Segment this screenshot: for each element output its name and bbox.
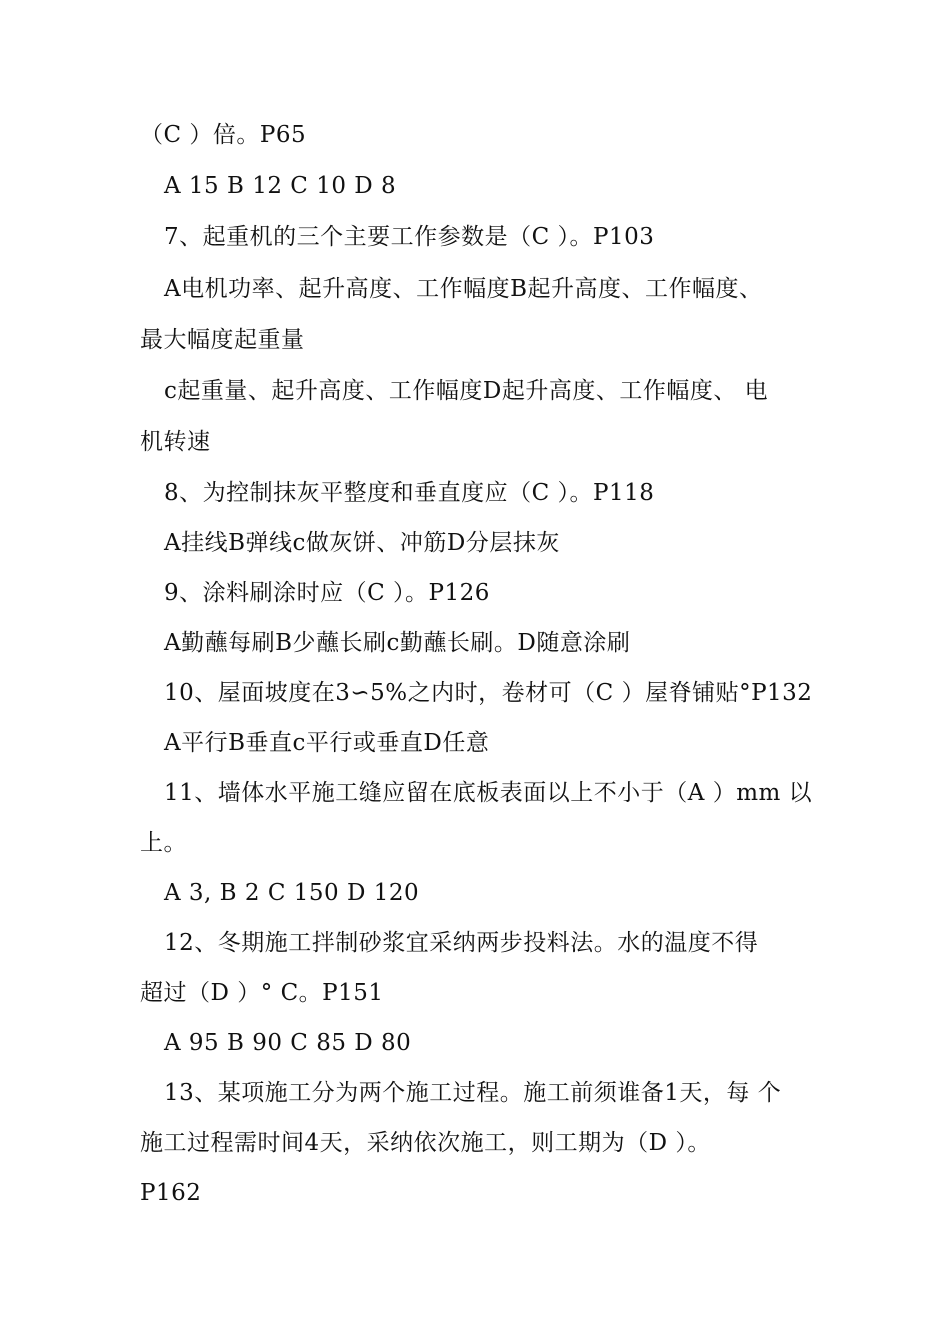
question-7-options-line-3: c起重量、起升高度、工作幅度D起升高度、工作幅度、 电 (164, 378, 769, 404)
question-12-options: A 95 B 90 C 85 D 80 (164, 1030, 412, 1056)
question-11-line-1: 11、墙体水平施工缝应留在底板表面以上不小于（A ）mm 以 (164, 780, 813, 806)
question-13-line-3: P162 (140, 1180, 202, 1206)
question-8-options: A挂线B弹线c做灰饼、冲筋D分层抹灰 (164, 530, 560, 556)
question-13-line-2: 施工过程需时间4天，采纳依次施工，则工期为（D ）。 (140, 1130, 711, 1156)
question-11-options: A 3, B 2 C 150 D 120 (164, 880, 420, 906)
question-7-options-line-2: 最大幅度起重量 (140, 327, 305, 353)
question-9: 9、涂料刷涂时应（C ）。P126 (164, 580, 490, 606)
text-line-1: （C ）倍。P65 (140, 122, 307, 148)
question-12-line-1: 12、冬期施工拌制砂浆宜采纳两步投料法。水的温度不得 (164, 930, 759, 956)
question-10-options: A平行B垂直c平行或垂直D任意 (164, 730, 490, 756)
question-13-line-1: 13、某项施工分为两个施工过程。施工前须谁备1天，每 个 (164, 1080, 782, 1106)
question-11-line-2: 上。 (140, 830, 187, 856)
question-9-options: A勤蘸每刷B少蘸长刷c勤蘸长刷。D随意涂刷 (164, 630, 631, 656)
question-7-options-line-1: A电机功率、起升高度、工作幅度B起升高度、工作幅度、 (164, 276, 763, 302)
question-7: 7、起重机的三个主要工作参数是（C ）。P103 (164, 224, 655, 250)
question-10: 10、屋面坡度在3∽5%之内时，卷材可（C ）屋脊铺贴°P132 (164, 680, 813, 706)
text-line-2: A 15 B 12 C 10 D 8 (164, 173, 397, 199)
question-7-options-line-4: 机转速 (140, 429, 211, 455)
question-12-line-2: 超过（D ）° C。P151 (140, 980, 384, 1006)
question-8: 8、为控制抹灰平整度和垂直度应（C ）。P118 (164, 480, 655, 506)
